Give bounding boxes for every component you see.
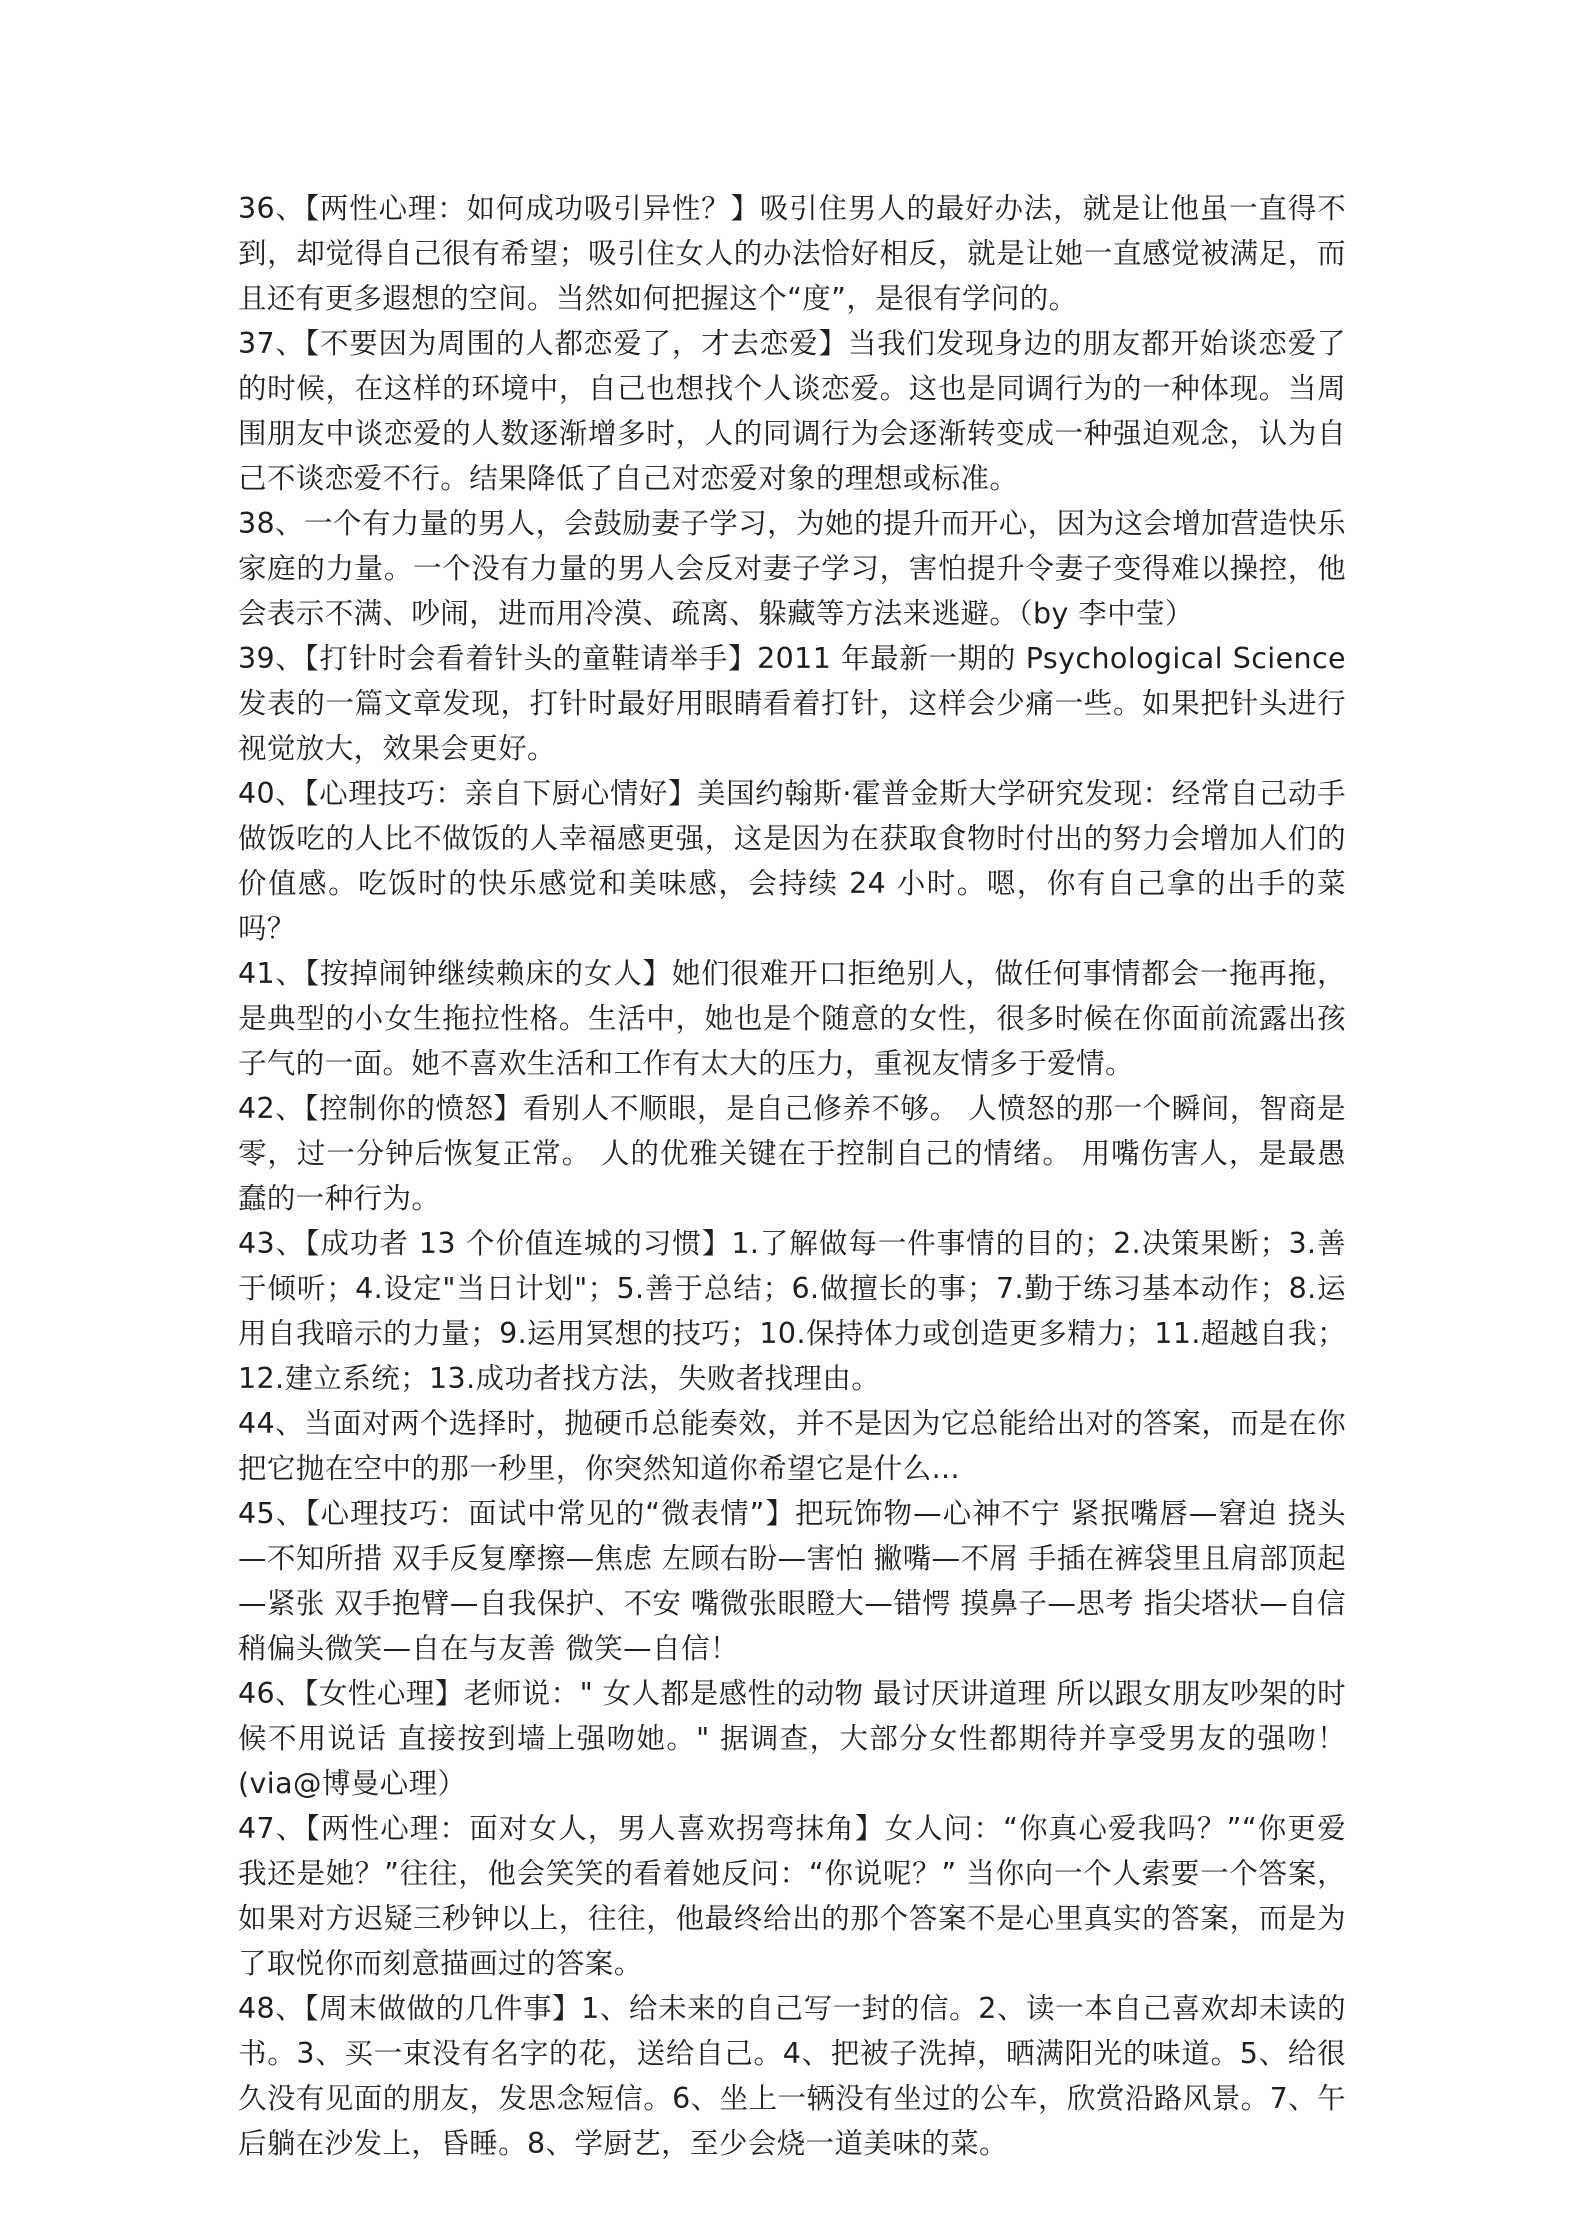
- document-body: [238, 186, 1346, 2166]
- paragraph-38: 38、一个有力量的男人，会鼓励妻子学习，为她的提升而开心，因为这会增加营造快乐家庭的力量。一个没有力量的男人会反对妻子学习，害怕提升令妻子变得难以操控，他会表示不满、吵闹，进而用冷漠、疏离、躲藏等方法来逃避。（by 李中莹）: [238, 507, 1346, 630]
- paragraph-42: 42、【控制你的愤怒】看别人不顺眼，是自己修养不够。 人愤怒的那一个瞬间，智商是零，过一分钟后恢复正常。 人的优雅关键在于控制自己的情绪。 用嘴伤害人，是最愚蠢的一种行为。: [238, 1092, 1346, 1215]
- paragraph-46: 46、【女性心理】老师说：" 女人都是感性的动物 最讨厌讲道理 所以跟女朋友吵架的时候不用说话 直接按到墙上强吻她。" 据调查，大部分女性都期待并享受男友的强吻！(via@博曼心理）: [238, 1677, 1346, 1800]
- paragraph-47: 47、【两性心理：面对女人，男人喜欢拐弯抹角】女人问：“你真心爱我吗？”“你更爱我还是她？”往往，他会笑笑的看着她反问：“你说呢？” 当你向一个人索要一个答案，如果对方迟疑三秒钟以上，往往，他最终给出的那个答案不是心里真实的答案，而是为了取悦你而刻意描画过的答案。: [238, 1812, 1346, 1980]
- paragraph-40: 40、【心理技巧：亲自下厨心情好】美国约翰斯·霍普金斯大学研究发现：经常自己动手做饭吃的人比不做饭的人幸福感更强，这是因为在获取食物时付出的努力会增加人们的价值感。吃饭时的快乐感觉和美味感，会持续 24 小时。嗯，你有自己拿的出手的菜吗？: [238, 777, 1346, 945]
- paragraph-36: 36、【两性心理：如何成功吸引异性？】吸引住男人的最好办法，就是让他虽一直得不到，却觉得自己很有希望；吸引住女人的办法恰好相反，就是让她一直感觉被满足，而且还有更多遐想的空间。当然如何把握这个“度”，是很有学问的。: [238, 192, 1346, 315]
- paragraph-48: 48、【周末做做的几件事】1、给未来的自己写一封的信。2、读一本自己喜欢却未读的书。3、买一束没有名字的花，送给自己。4、把被子洗掉，晒满阳光的味道。5、给很久没有见面的朋友，发思念短信。6、坐上一辆没有坐过的公车，欣赏沿路风景。7、午后躺在沙发上，昏睡。8、学厨艺，至少会烧一道美味的菜。: [238, 1992, 1346, 2160]
- paragraph-41: 41、【按掉闹钟继续赖床的女人】她们很难开口拒绝别人，做任何事情都会一拖再拖，是典型的小女生拖拉性格。生活中，她也是个随意的女性，很多时候在你面前流露出孩子气的一面。她不喜欢生活和工作有太大的压力，重视友情多于爱情。: [238, 957, 1346, 1080]
- paragraph-44: 44、当面对两个选择时，抛硬币总能奏效，并不是因为它总能给出对的答案，而是在你把它抛在空中的那一秒里，你突然知道你希望它是什么...: [238, 1407, 1346, 1485]
- paragraph-45: 45、【心理技巧：面试中常见的“微表情”】把玩饰物—心神不宁 紧抿嘴唇—窘迫 挠头—不知所措 双手反复摩擦—焦虑 左顾右盼—害怕 撇嘴—不屑 手插在裤袋里且肩部顶起—紧张 双手抱臂—自我保护、不安 嘴微张眼瞪大—错愕 摸鼻子—思考 指尖塔状—自信 稍偏头微笑—自在与友善 微笑—自信！: [238, 1497, 1346, 1665]
- paragraph-43: 43、【成功者 13 个价值连城的习惯】1.了解做每一件事情的目的；2.决策果断；3.善于倾听；4.设定"当日计划"；5.善于总结；6.做擅长的事；7.勤于练习基本动作；8.运用自我暗示的力量；9.运用冥想的技巧；10.保持体力或创造更多精力；11.超越自我；12.建立系统；13.成功者找方法，失败者找理由。: [238, 1227, 1346, 1395]
- paragraph-39: 39、【打针时会看着针头的童鞋请举手】2011 年最新一期的 Psychological Science 发表的一篇文章发现，打针时最好用眼睛看着打针，这样会少痛一些。如果把针头进行视觉放大，效果会更好。: [238, 642, 1346, 765]
- paragraph-37: 37、【不要因为周围的人都恋爱了，才去恋爱】当我们发现身边的朋友都开始谈恋爱了的时候，在这样的环境中，自己也想找个人谈恋爱。这也是同调行为的一种体现。当周围朋友中谈恋爱的人数逐渐增多时，人的同调行为会逐渐转变成一种强迫观念，认为自己不谈恋爱不行。结果降低了自己对恋爱对象的理想或标准。: [238, 327, 1346, 495]
